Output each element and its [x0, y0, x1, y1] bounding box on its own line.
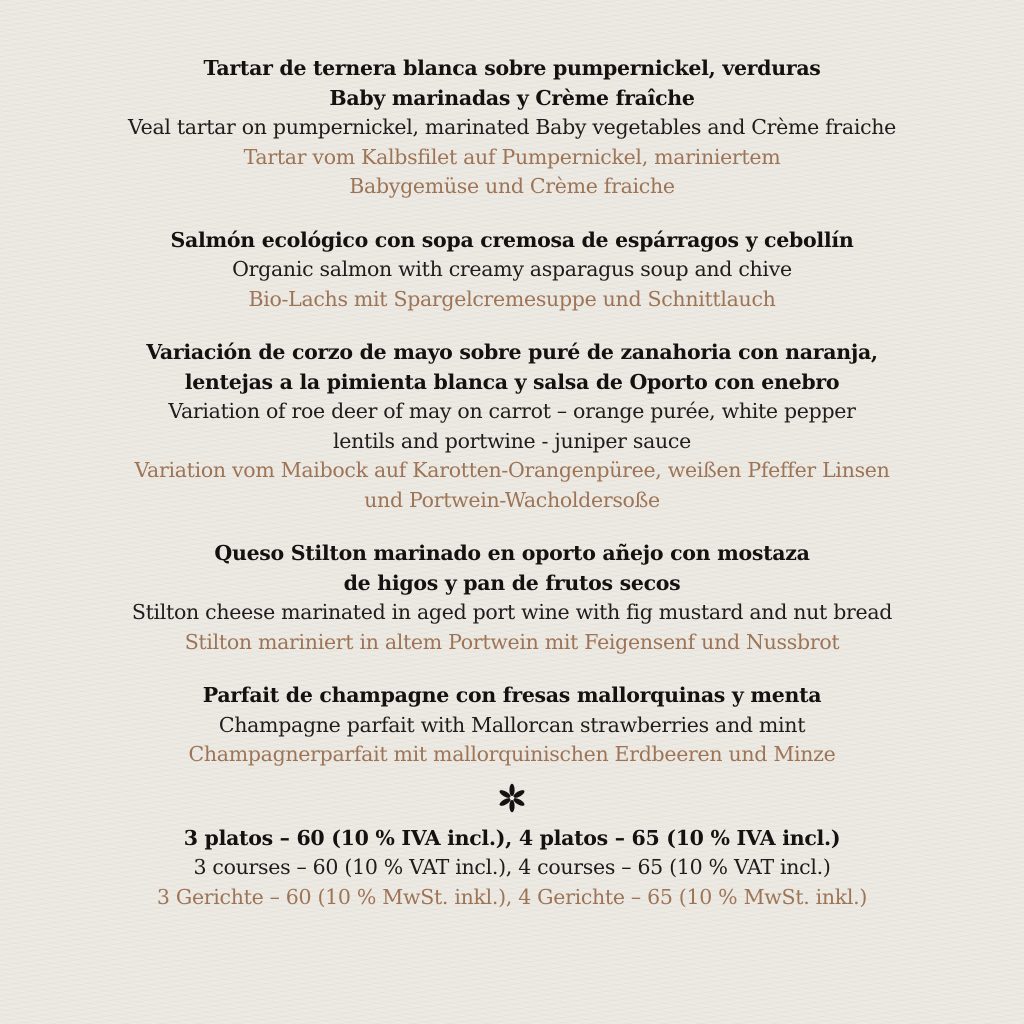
dish-description-de: Stilton mariniert in altem Portwein mit Feigensenf und Nussbrot [184, 629, 840, 654]
dish-description-en: lentils and portwine - juniper sauce [333, 428, 691, 453]
dish-organic-salmon [0, 226, 1024, 315]
dish-description-en: Variation of roe deer of may on carrot – orange purée, white pepper [168, 399, 856, 423]
dish-title-es: de higos y pan de frutos secos [343, 570, 681, 595]
dish-veal-tartar [0, 54, 1024, 202]
dish-description-de: Babygemüse und Crème fraiche [349, 174, 675, 198]
dish-champagne-parfait [0, 681, 1024, 770]
menu [0, 54, 1024, 912]
separator [0, 778, 1024, 818]
dish-roe-deer [0, 338, 1024, 515]
dish-description-de: Bio-Lachs mit Spargelcremesuppe und Schnittlauch [248, 286, 776, 311]
dish-description-de: Champagnerparfait mit mallorquinischen Erdbeeren und Minze [188, 742, 836, 766]
dish-title-es: Tartar de ternera blanca sobre pumpernickel, verduras [203, 56, 821, 80]
price-block [0, 824, 1024, 913]
price-de: 3 Gerichte – 60 (10 % MwSt. inkl.), 4 Gerichte – 65 (10 % MwSt. inkl.) [156, 884, 868, 909]
price-es: 3 platos – 60 (10 % IVA incl.), 4 platos – 65 (10 % IVA incl.) [183, 825, 841, 850]
dish-title-es: Variación de corzo de mayo sobre puré de zanahoria con naranja, [146, 340, 878, 364]
dish-title-es: Queso Stilton marinado en oporto añejo con mostaza [214, 541, 810, 565]
dish-title-es: Salmón ecológico con sopa cremosa de espárragos y cebollín [170, 227, 854, 252]
asterisk-flower-icon [497, 783, 527, 813]
dish-stilton-cheese [0, 539, 1024, 657]
dish-description-de: Variation vom Maibock auf Karotten-Orangenpüree, weißen Pfeffer Linsen [134, 458, 890, 482]
dish-description-en: Veal tartar on pumpernickel, marinated Baby vegetables and Crème fraiche [127, 115, 897, 139]
price-en: 3 courses – 60 (10 % VAT incl.), 4 courses – 65 (10 % VAT incl.) [193, 855, 831, 879]
dish-description-de: und Portwein-Wacholdersoße [364, 487, 660, 512]
dish-description-en: Stilton cheese marinated in aged port wine with fig mustard and nut bread [131, 600, 893, 624]
dish-title-es: Baby marinadas y Crème fraîche [329, 85, 695, 110]
dish-description-de: Tartar vom Kalbsfilet auf Pumpernickel, mariniertem [243, 144, 781, 169]
dish-description-en: Organic salmon with creamy asparagus soup and chive [232, 257, 792, 281]
dish-title-es: lentejas a la pimienta blanca y salsa de Oporto con enebro [184, 369, 840, 394]
dish-description-en: Champagne parfait with Mallorcan strawberries and mint [218, 712, 806, 737]
dish-title-es: Parfait de champagne con fresas mallorquinas y menta [202, 683, 822, 707]
